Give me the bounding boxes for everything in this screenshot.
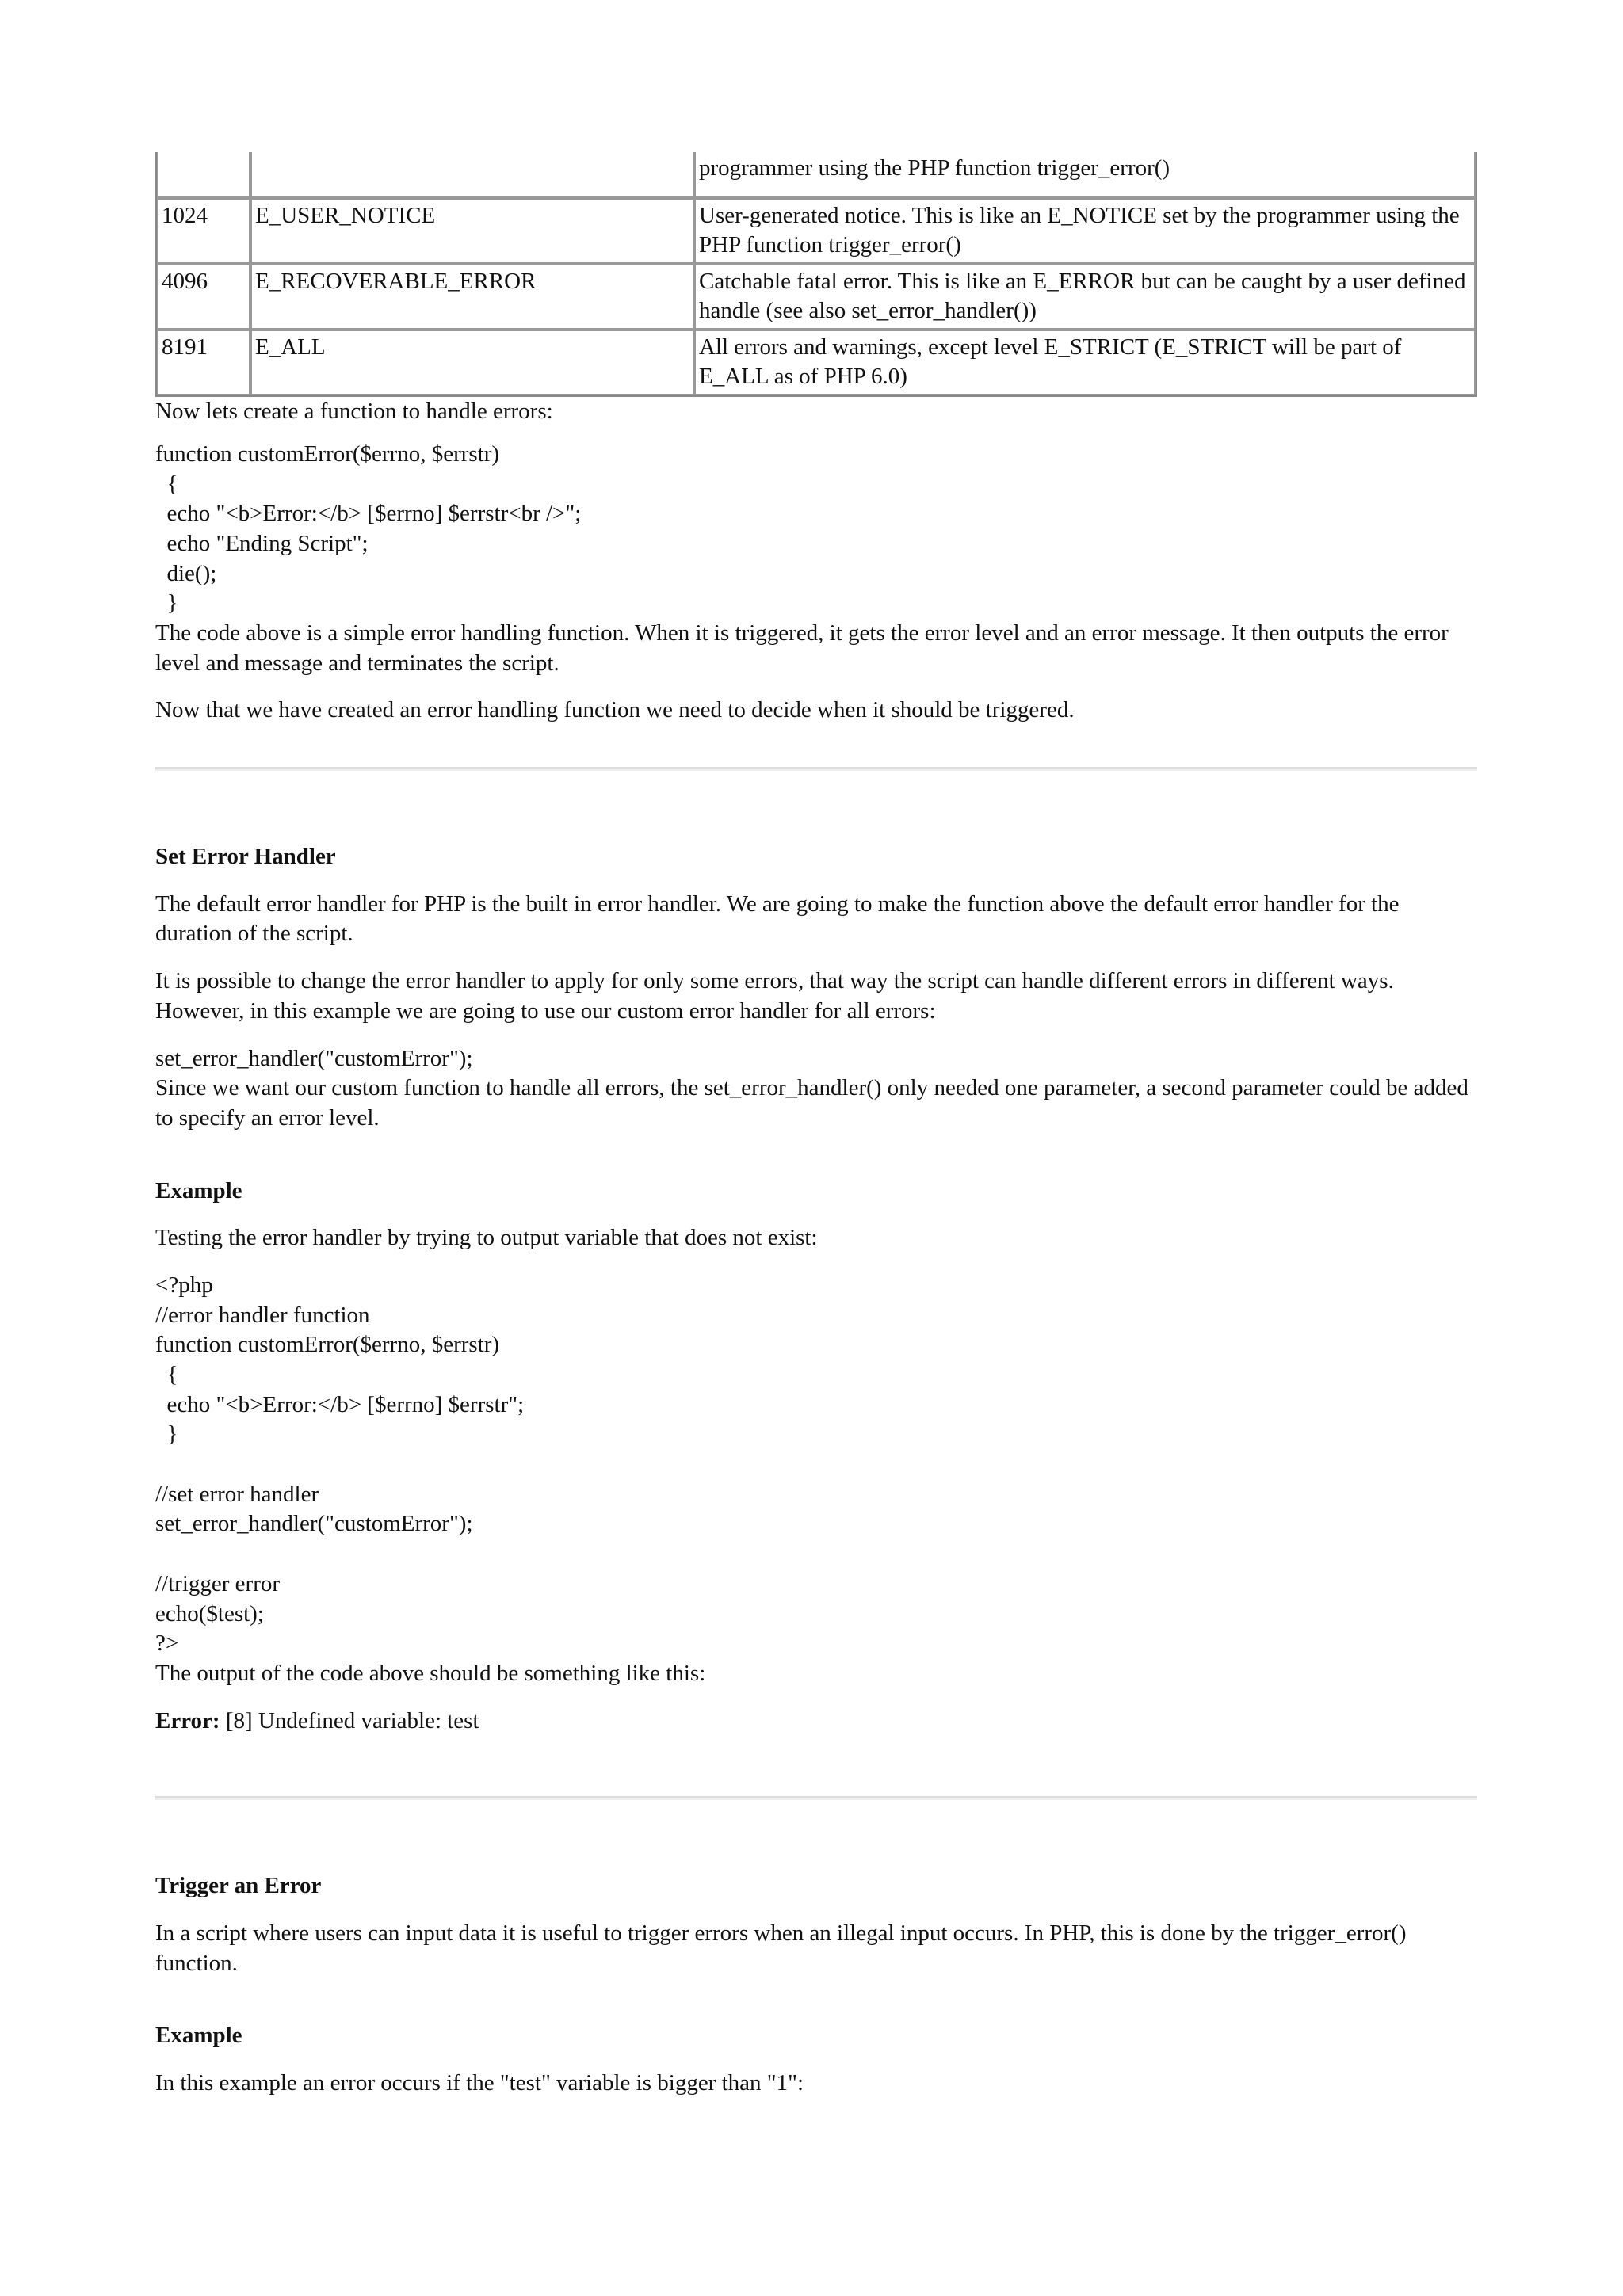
explanation-paragraph: The code above is a simple error handling function. When it is triggered, it gets the error level and an error message. It then outputs the error level and message and terminates the script.: [155, 620, 1449, 676]
table-row: [157, 264, 1476, 330]
output-text: [8] Undefined variable: test: [220, 1707, 479, 1733]
paragraph: In a script where users can input data it is useful to trigger errors when an illegal input occurs. In PHP, this is done by the trigger_error() function.: [155, 1920, 1407, 1976]
section-heading: Set Error Handler: [155, 844, 336, 870]
description-cell: User-generated notice. This is like an E_NOTICE set by the programmer using the PHP function trigger_error(): [694, 198, 1476, 264]
paragraph: Since we want our custom function to handle all errors, the set_error_handler() only needed one parameter, a second parameter could be added to specify an error level.: [155, 1075, 1468, 1131]
constant-cell: E_ALL: [250, 330, 694, 395]
table-row: [157, 152, 1476, 198]
document-page: [155, 152, 1477, 2116]
code-block: set_error_handler("customError");: [155, 1045, 473, 1071]
table-row: [157, 198, 1476, 264]
value-cell: [157, 152, 250, 198]
example-intro: In this example an error occurs if the "test" variable is bigger than "1":: [155, 2070, 804, 2096]
code-block: function customError($errno, $errstr) { echo "<b>Error:</b> [$errno] $errstr<br />"; echo "Ending Script"; die(); }: [155, 441, 582, 616]
description-cell: Catchable fatal error. This is like an E_ERROR but can be caught by a user defined handle (see also set_error_handler()): [694, 264, 1476, 330]
intro-paragraph: Now lets create a function to handle errors:: [155, 399, 553, 425]
output-label: Error:: [155, 1707, 220, 1733]
constant-cell: E_USER_NOTICE: [250, 198, 694, 264]
constant-cell: [250, 152, 694, 198]
constant-cell: E_RECOVERABLE_ERROR: [250, 264, 694, 330]
example-intro: Testing the error handler by trying to output variable that does not exist:: [155, 1225, 818, 1251]
section-heading: Trigger an Error: [155, 1873, 322, 1899]
paragraph: It is possible to change the error handler to apply for only some errors, that way the script can handle different errors in different ways. However, in this example we are going to use our custom error handler for all errors:: [155, 968, 1394, 1024]
paragraph: The default error handler for PHP is the built in error handler. We are going to make the function above the default error handler for the duration of the script.: [155, 891, 1400, 947]
value-cell: 8191: [157, 330, 250, 395]
table-row: [157, 330, 1476, 395]
example-heading: Example: [155, 2023, 242, 2049]
code-block: <?php //error handler function function customError($errno, $errstr) { echo "<b>Error:</b> [$errno] $errstr"; } //set error handler set_error_handler("customError"); //trigger error echo($test); ?>: [155, 1272, 525, 1657]
value-cell: 1024: [157, 198, 250, 264]
description-cell: programmer using the PHP function trigger_error(): [694, 152, 1476, 198]
output-result: [155, 1707, 1477, 1737]
description-cell: All errors and warnings, except level E_STRICT (E_STRICT will be part of E_ALL as of PHP 6.0): [694, 330, 1476, 395]
value-cell: 4096: [157, 264, 250, 330]
output-intro: The output of the code above should be something like this:: [155, 1660, 706, 1686]
example-heading: Example: [155, 1177, 242, 1203]
error-levels-table: [155, 152, 1477, 397]
decide-paragraph: Now that we have created an error handling function we need to decide when it should be triggered.: [155, 697, 1075, 723]
